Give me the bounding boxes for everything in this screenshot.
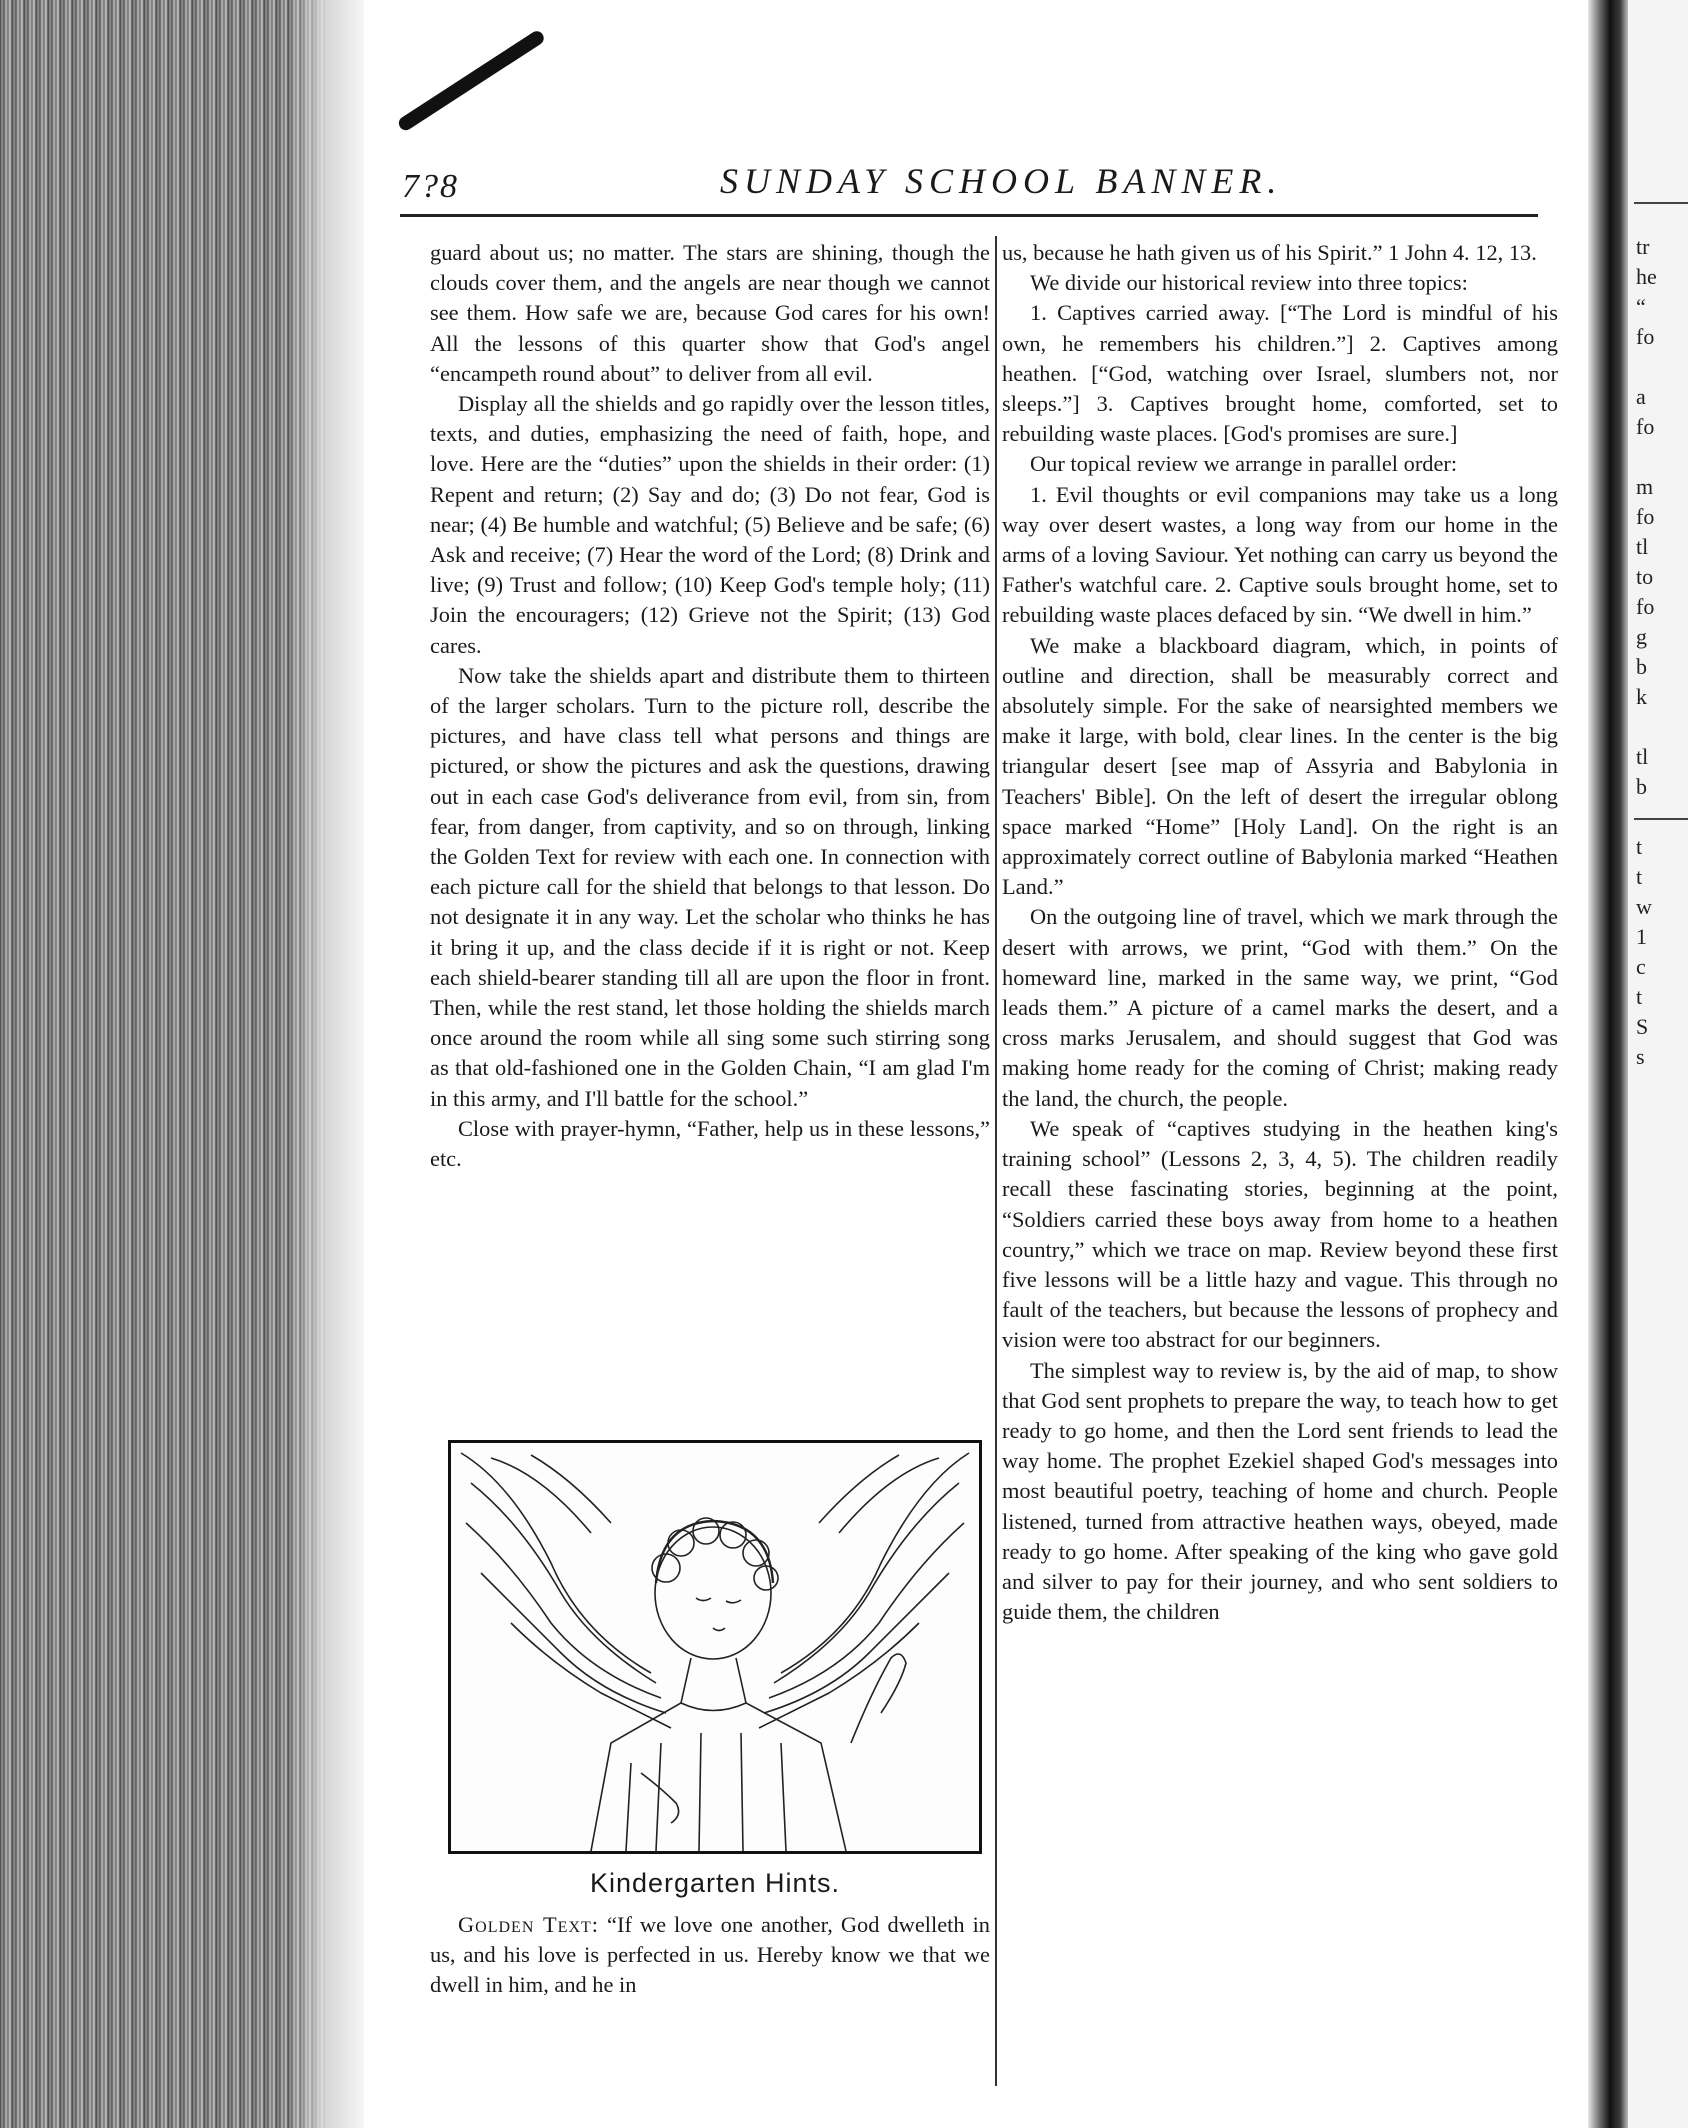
- next-page-fragment: t: [1636, 984, 1643, 1009]
- paragraph: We divide our historical review into three topics:: [1030, 270, 1468, 296]
- next-page-fragment: s: [1636, 1044, 1645, 1069]
- golden-text-label: Golden Text:: [458, 1912, 600, 1937]
- next-page-rule: [1634, 818, 1688, 820]
- golden-text: [430, 1910, 990, 2001]
- pen-mark: [396, 29, 546, 133]
- paragraph: 1. Captives carried away. [“The Lord is mindful of his own, he remembers his children.”] 2. Captives among heathen. [“God, watching over Israel, slumbers not, nor sleeps.”] 3. Captives brought home, comforted, set to rebuilding waste places. [God's promises are sure.]: [1002, 300, 1558, 447]
- next-page-fragment: 1: [1636, 924, 1647, 949]
- next-page-fragment: t: [1636, 834, 1643, 859]
- next-page-fragment: a: [1636, 384, 1646, 409]
- paragraph: Our topical review we arrange in parallel order:: [1030, 451, 1458, 477]
- angel-illustration: [448, 1440, 982, 1854]
- paragraph: 1. Evil thoughts or evil companions may take us a long way over desert wastes, a long way from our home in the arms of a loving Saviour. Yet nothing can carry us beyond the Father's watchful care. 2. Captive souls brought home, set to rebuilding waste places defaced by sin. “We dwell in him.”: [1002, 481, 1558, 628]
- column-divider: [995, 236, 997, 2086]
- next-page-fragment: tl: [1636, 534, 1649, 559]
- next-page-fragment: “: [1636, 294, 1646, 319]
- paragraph: We speak of “captives studying in the heathen king's training school” (Lessons 2, 3, 4, 5). The children readily recall these fascinating stories, beginning at the point, “Soldiers carried these boys away from home to a heathen country,” which we trace on map. Review beyond these first five lessons will be a little hazy and vague. This through no fault of the teachers, but because the lessons of prophecy and vision were too abstract for our beginners.: [1002, 1115, 1558, 1353]
- paragraph: Now take the shields apart and distribute them to thirteen of the larger scholars. Turn to the picture roll, describe the pictures, and have class tell what persons and things are pictured, or show the pictures and ask the questions, drawing out in each case God's deliverance from evil, from sin, from fear, from danger, from captivity, and so on through, linking the Golden Text for review with each one. In connection with each picture call for the shield that belongs to that lesson. Do not designate it in any way. Let the scholar who thinks he has it bring it up, and the class decide if it is right or not. Keep each shield-bearer standing till all are upon the floor in front. Then, while the rest stand, let those holding the shields march once around the room while all sing some such stirring song as that old-fashioned one in the Golden Chain, “I am glad I'm in this army, and I'll battle for the school.”: [430, 662, 990, 1111]
- right-column: [1002, 238, 1558, 1627]
- next-page-sliver: [1628, 0, 1688, 2128]
- next-page-fragment: c: [1636, 954, 1646, 979]
- next-page-fragment: tr: [1636, 234, 1650, 259]
- next-page-rule: [1634, 202, 1688, 204]
- next-page-fragment: S: [1636, 1014, 1649, 1039]
- left-column: [430, 238, 990, 1174]
- next-page-fragment: fo: [1636, 414, 1655, 439]
- running-head: SUNDAY SCHOOL BANNER.: [720, 161, 1283, 201]
- next-page-fragment: b: [1636, 774, 1647, 799]
- paragraph: us, because he hath given us of his Spirit.” 1 John 4. 12, 13.: [1002, 240, 1537, 265]
- next-page-fragment: he: [1636, 264, 1657, 289]
- next-page-fragment: b: [1636, 654, 1647, 679]
- paragraph: Close with prayer-hymn, “Father, help us in these lessons,” etc.: [430, 1115, 990, 1172]
- next-page-fragment: m: [1636, 474, 1654, 499]
- page-gutter: [328, 0, 364, 2128]
- page-number: 7?8: [402, 168, 459, 205]
- next-page-fragment: k: [1636, 684, 1647, 709]
- header-rule: [400, 214, 1538, 217]
- book-binding: [1588, 0, 1628, 2128]
- golden-text-body: “If we love one another, God dwelleth in us, and his love is perfected in us. Hereby know we that we dwell in him, and he in: [430, 1912, 990, 1998]
- next-page-fragment: w: [1636, 894, 1652, 919]
- next-page-fragment: fo: [1636, 594, 1655, 619]
- next-page-fragment: to: [1636, 564, 1654, 589]
- next-page-fragment: g: [1636, 624, 1647, 649]
- next-page-fragment: fo: [1636, 504, 1655, 529]
- paragraph: The simplest way to review is, by the aid of map, to show that God sent prophets to prepare the way, to teach how to get ready to go home, and then the Lord sent friends to lead the way home. The prophet Ezekiel shaped God's messages into most beautiful poetry, teaching of home and church. People listened, turned from attractive heathen ways, obeyed, made ready to go home. After speaking of the king who gave gold and silver to pay for their journey, and who sent soldiers to guide them, the children: [1002, 1357, 1558, 1625]
- paragraph: Display all the shields and go rapidly over the lesson titles, texts, and duties, emphasizing the need of faith, hope, and love. Here are the “duties” upon the shields in their order: (1) Repent and return; (2) Say and do; (3) Do not fear, God is near; (4) Be humble and watchful; (5) Believe and be safe; (6) Ask and receive; (7) Hear the word of the Lord; (8) Drink and live; (9) Trust and follow; (10) Keep God's temple holy; (11) Join the encouragers; (12) Grieve not the Spirit; (13) God cares.: [430, 391, 990, 658]
- paragraph: We make a blackboard diagram, which, in points of outline and direction, shall be measurably correct and absolutely simple. For the sake of nearsighted members we make it large, with bold, clear lines. In the center is the big triangular desert [see map of Assyria and Babylonia in Teachers' Bible]. On the left of desert the irregular oblong space marked “Home” [Holy Land]. On the right is an approximately correct outline of Babylonia marked “Heathen Land.”: [1002, 632, 1558, 900]
- next-page-fragment: t: [1636, 864, 1643, 889]
- next-page-fragment: fo: [1636, 324, 1655, 349]
- page-edges: [0, 0, 328, 2128]
- paragraph: guard about us; no matter. The stars are shining, though the clouds cover them, and the angels are near though we cannot see them. How safe we are, because God cares for his own! All the lessons of this quarter show that God's angel “encampeth round about” to deliver from all evil.: [430, 240, 990, 386]
- next-page-fragment: tl: [1636, 744, 1649, 769]
- section-title: Kindergarten Hints.: [589, 1868, 841, 1898]
- paragraph: On the outgoing line of travel, which we mark through the desert with arrows, we print, “God with them.” On the homeward line, marked in the same way, we print, “God leads them.” A picture of a camel marks the desert, and a cross marks Jerusalem, and should suggest that God was making home ready for the coming of Christ; making ready the land, the church, the people.: [1002, 904, 1558, 1111]
